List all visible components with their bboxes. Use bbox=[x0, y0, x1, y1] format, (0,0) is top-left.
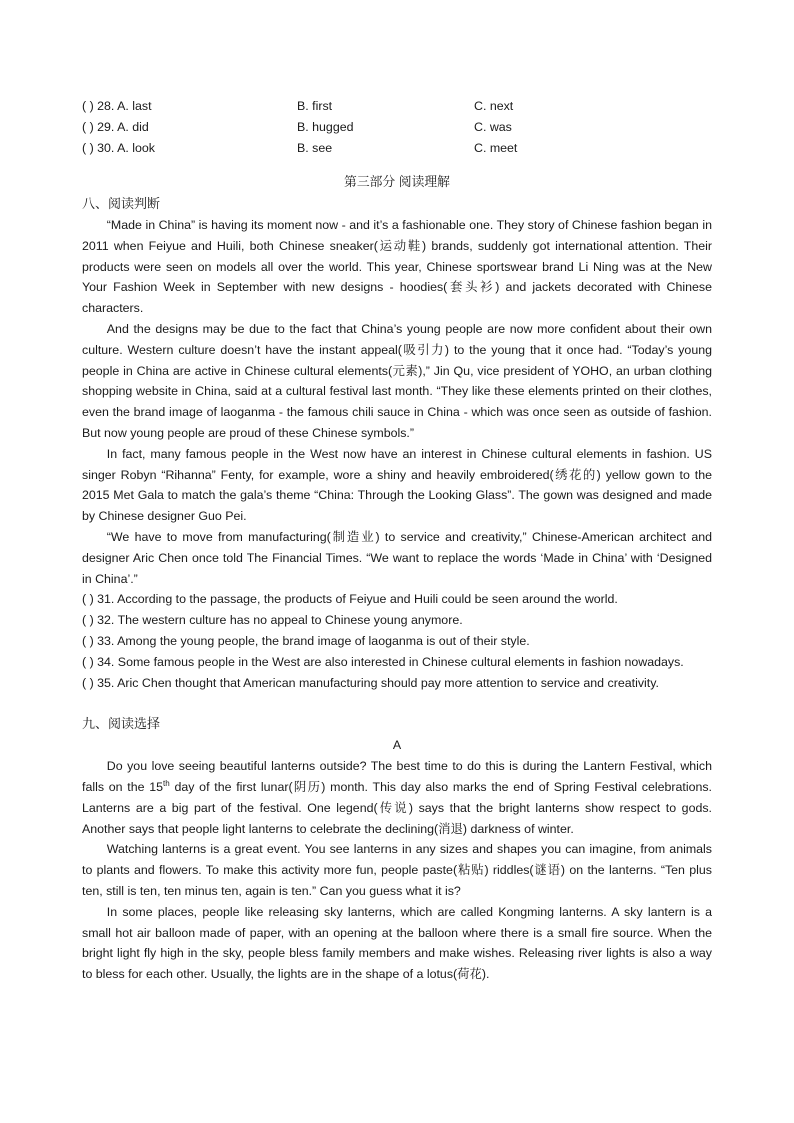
question-item: ( ) 31. According to the passage, the products of Feiyue and Huili could be seen around the world. bbox=[82, 592, 618, 607]
paragraph-text: Do you love seeing beautiful lanterns outside? The best time to do this is during the Lantern Festival, which falls on the 15 bbox=[82, 759, 712, 794]
cloze-option-row bbox=[82, 117, 712, 138]
superscript: th bbox=[163, 778, 170, 788]
option-b: B. first bbox=[297, 99, 333, 113]
passage-paragraph: And the designs may be due to the fact that China’s young people are now more confident about their own culture. Western culture doesn’t have the instant appeal(吸引力) to the young that it once had. “Today’s young people in China are active in Chinese cultural elements(元素),” Jin Qu, vice president of YOHO, an urban clothing shopping website in China, said at a cultural festival last month. “They like these elements printed on their clothes, even the brand image of laoganma - the famous chili sauce in China - which was once seen as outside of fashion. But now young people are proud of these Chinese symbols.” bbox=[82, 321, 712, 440]
option-a: ( ) 30. A. look bbox=[82, 141, 156, 155]
part-title: 第三部分 阅读理解 bbox=[344, 174, 450, 189]
passage-paragraph bbox=[82, 756, 712, 839]
passage-paragraph: In fact, many famous people in the West now have an interest in Chinese cultural elements in fashion. US singer Robyn “Rihanna” Fenty, for example, wore a shiny and heavily embroidered(绣花的) yellow gown to the 2015 Met Gala to match the gala’s theme “China: Through the Looking Glass”. The gown was designed and made by Chinese designer Guo Pei. bbox=[82, 446, 712, 524]
cloze-option-row bbox=[82, 138, 712, 159]
option-c: C. meet bbox=[474, 141, 518, 155]
option-b: B. see bbox=[297, 141, 333, 155]
option-a: ( ) 28. A. last bbox=[82, 99, 152, 113]
passage-paragraph: In some places, people like releasing sky lanterns, which are called Kongming lanterns. A sky lantern is a small hot air balloon made of paper, with an opening at the balloon where there is a small fire source. When the bright light fly high in the sky, people bless family members and make wishes. Releasing river lights is also a way to bless for each other. Usually, the lights are in the shape of a lotus(荷花). bbox=[82, 904, 712, 982]
option-c: C. was bbox=[474, 120, 512, 134]
paragraph-text: day of the first lunar(阴历) month. This day also marks the end of Spring Festival celebrations. Lanterns are a big part of the festival. One legend(传说) says that the bright lanterns show respect to gods. Another says that people light lanterns to celebrate the declining(消退) darkness of winter. bbox=[82, 779, 712, 836]
option-a: ( ) 29. A. did bbox=[82, 120, 149, 134]
passage-paragraph: “We have to move from manufacturing(制造业) to service and creativity,” Chinese-American architect and designer Aric Chen once told The Financial Times. “We want to replace the words ‘Made in China’ with ‘Designed in China’.” bbox=[82, 529, 712, 586]
question-item: ( ) 33. Among the young people, the brand image of laoganma is out of their style. bbox=[82, 633, 530, 648]
question-item: ( ) 35. Aric Chen thought that American manufacturing should pay more attention to service and creativity. bbox=[82, 675, 659, 690]
passage-paragraph: Watching lanterns is a great event. You see lanterns in any sizes and shapes you can imagine, from animals to plants and flowers. To make this activity more fun, people paste(粘贴) riddles(谜语) on the lanterns. “Ten plus ten, still is ten, ten minus ten, again is ten.” Can you guess what it is? bbox=[82, 842, 712, 898]
question-item: ( ) 34. Some famous people in the West are also interested in Chinese cultural elements in fashion nowadays. bbox=[82, 654, 684, 669]
section-title: 八、阅读判断 bbox=[82, 196, 161, 211]
cloze-option-row bbox=[82, 96, 712, 117]
section-title: 九、阅读选择 bbox=[82, 716, 161, 732]
spacer bbox=[82, 693, 712, 713]
question-item: ( ) 32. The western culture has no appeal to Chinese young anymore. bbox=[82, 613, 463, 628]
option-b: B. hugged bbox=[297, 120, 354, 134]
passage-paragraph: “Made in China” is having its moment now - and it’s a fashionable one. They story of Chinese fashion began in 2011 when Feiyue and Huili, both Chinese sneaker(运动鞋) brands, suddenly got international attention. Their products were seen on models all over the world. This year, Chinese sportswear brand Li Ning was at the New Your Fashion Week in September with new designs - hoodies(套头衫) and jackets decorated with Chinese characters. bbox=[82, 218, 712, 316]
exam-page bbox=[82, 96, 712, 985]
passage-label: A bbox=[392, 738, 402, 753]
option-c: C. next bbox=[474, 99, 514, 113]
